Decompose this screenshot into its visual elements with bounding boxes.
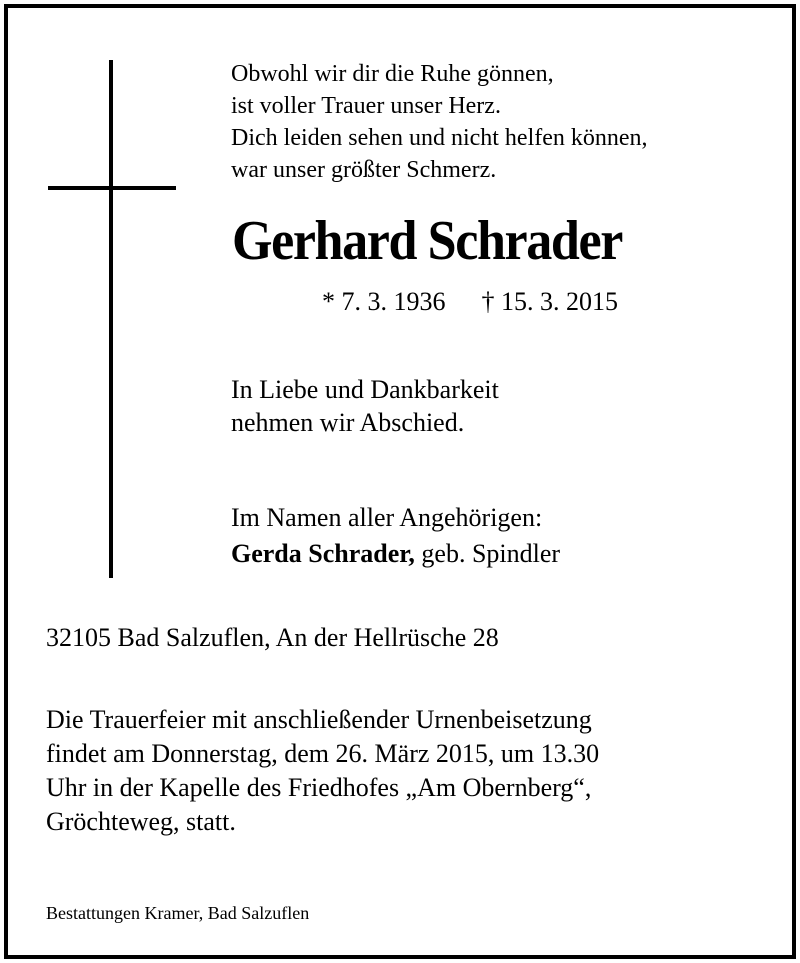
death-date: † 15. 3. 2015	[481, 287, 618, 316]
family-address: 32105 Bad Salzuflen, An der Hellrüsche 28	[46, 623, 499, 652]
life-dates	[322, 284, 618, 320]
farewell-line: nehmen wir Abschied.	[231, 408, 465, 437]
cross-horizontal-bar	[48, 186, 176, 190]
family-signature	[231, 500, 560, 572]
ceremony-line: Gröchteweg, statt.	[46, 807, 236, 836]
farewell-line: In Liebe und Dankbarkeit	[231, 375, 499, 404]
ceremony-line: Die Trauerfeier mit anschließender Urnenbeisetzung	[46, 705, 592, 734]
ceremony-line: Uhr in der Kapelle des Friedhofes „Am Obernberg“,	[46, 773, 592, 802]
ceremony-info	[46, 703, 599, 839]
farewell-text	[231, 373, 499, 439]
signer-name: Gerda Schrader,	[231, 539, 415, 568]
memorial-poem	[231, 58, 648, 186]
ceremony-line: findet am Donnerstag, dem 26. März 2015, um 13.30	[46, 739, 600, 768]
signer-maiden-name: geb. Spindler	[421, 539, 561, 568]
signer-line	[231, 536, 560, 572]
birth-date: * 7. 3. 1936	[322, 287, 446, 316]
deceased-name: Gerhard Schrader	[232, 210, 622, 272]
cross-vertical-bar	[109, 60, 113, 578]
poem-line: ist voller Trauer unser Herz.	[231, 93, 501, 119]
poem-line: Obwohl wir dir die Ruhe gönnen,	[231, 61, 554, 87]
undertaker-credit: Bestattungen Kramer, Bad Salzuflen	[46, 903, 310, 923]
poem-line: Dich leiden sehen und nicht helfen können,	[231, 125, 648, 151]
poem-line: war unser größter Schmerz.	[231, 157, 497, 183]
family-intro: Im Namen aller Angehörigen:	[231, 503, 543, 532]
